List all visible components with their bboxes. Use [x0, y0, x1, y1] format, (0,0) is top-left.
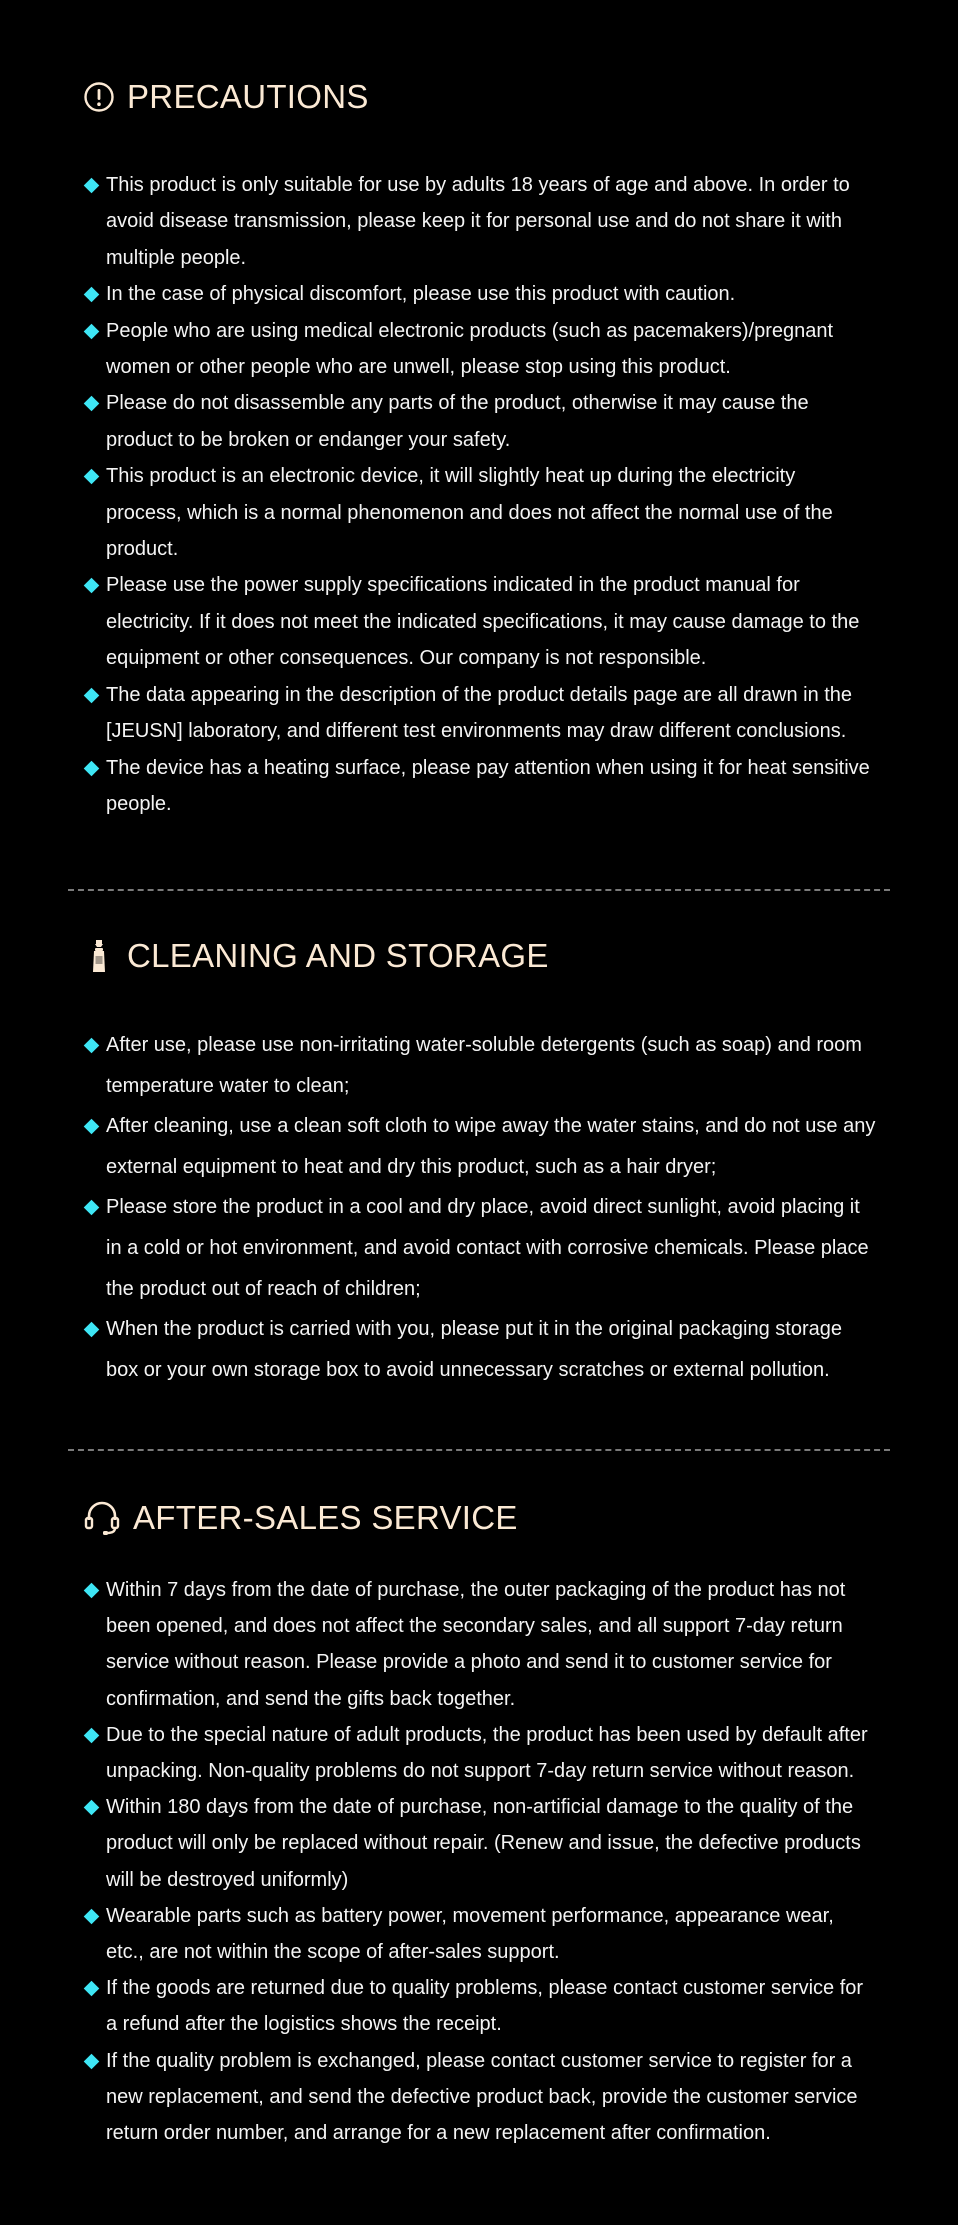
diamond-bullet-icon [84, 687, 100, 703]
list-item: Within 180 days from the date of purchase, non-artificial damage to the quality of the product will only be replaced without repair. (Renew and issue, the defective products will be destroyed uniformly) [82, 1789, 876, 1898]
diamond-bullet-icon [84, 1728, 100, 1744]
diamond-bullet-icon [84, 1038, 100, 1054]
diamond-bullet-icon [84, 287, 100, 303]
precautions-heading [83, 78, 369, 116]
list-item: The device has a heating surface, please pay attention when using it for heat sensitive people. [82, 750, 876, 823]
diamond-bullet-icon [84, 1119, 100, 1135]
after-sales-heading [83, 1499, 518, 1537]
diamond-bullet-icon [84, 1981, 100, 1997]
list-item: People who are using medical electronic products (such as pacemakers)/pregnant women or other people who are unwell, please stop using this product. [82, 313, 876, 386]
diamond-bullet-icon [84, 1200, 100, 1216]
exclamation-circle-icon [83, 81, 115, 113]
cleaning-title: CLEANING AND STORAGE [127, 937, 549, 974]
list-item: Please use the power supply specifications indicated in the product manual for electricity. If it does not meet the indicated specifications, it may cause damage to the equipment or other consequences. Our company is not responsible. [82, 567, 876, 676]
cleaning-heading [83, 937, 549, 975]
headset-icon [83, 1500, 121, 1536]
diamond-bullet-icon [84, 578, 100, 594]
list-item: This product is an electronic device, it will slightly heat up during the electricity process, which is a normal phenomenon and does not affect the normal use of the product. [82, 458, 876, 567]
section-divider [68, 1449, 890, 1451]
after-sales-title: AFTER-SALES SERVICE [133, 1499, 518, 1536]
cleaning-list [82, 1025, 876, 1390]
list-item: This product is only suitable for use by adults 18 years of age and above. In order to avoid disease transmission, please keep it for personal use and do not share it with multiple people. [82, 167, 876, 276]
list-item: Wearable parts such as battery power, movement performance, appearance wear, etc., are not within the scope of after-sales support. [82, 1898, 876, 1970]
precautions-title: PRECAUTIONS [127, 78, 369, 115]
precautions-list [82, 167, 876, 822]
diamond-bullet-icon [84, 178, 100, 194]
list-item: Please store the product in a cool and dry place, avoid direct sunlight, avoid placing it in a cold or hot environment, and avoid contact with corrosive chemicals. Please place the product out of reach of children; [82, 1187, 876, 1309]
diamond-bullet-icon [84, 1909, 100, 1925]
list-item: When the product is carried with you, please put it in the original packaging storage box or your own storage box to avoid unnecessary scratches or external pollution. [82, 1309, 876, 1390]
section-divider [68, 889, 890, 891]
diamond-bullet-icon [84, 2053, 100, 2069]
list-item: After use, please use non-irritating water-soluble detergents (such as soap) and room temperature water to clean; [82, 1025, 876, 1106]
list-item: The data appearing in the description of the product details page are all drawn in the [JEUSN] laboratory, and different test environments may draw different conclusions. [82, 677, 876, 750]
list-item: If the goods are returned due to quality problems, please contact customer service for a refund after the logistics shows the receipt. [82, 1970, 876, 2042]
after-sales-list [82, 1572, 876, 2151]
list-item: In the case of physical discomfort, please use this product with caution. [82, 276, 876, 312]
list-item: Due to the special nature of adult products, the product has been used by default after unpacking. Non-quality problems do not support 7-day return service without reason. [82, 1717, 876, 1789]
diamond-bullet-icon [84, 760, 100, 776]
diamond-bullet-icon [84, 396, 100, 412]
diamond-bullet-icon [84, 1322, 100, 1338]
list-item: Please do not disassemble any parts of the product, otherwise it may cause the product to be broken or endanger your safety. [82, 385, 876, 458]
diamond-bullet-icon [84, 323, 100, 339]
diamond-bullet-icon [84, 1800, 100, 1816]
diamond-bullet-icon [84, 1583, 100, 1599]
diamond-bullet-icon [84, 469, 100, 485]
list-item: If the quality problem is exchanged, please contact customer service to register for a new replacement, and send the defective product back, provide the customer service return order number, and arrange for a new replacement after confirmation. [82, 2043, 876, 2152]
bottle-icon [83, 938, 115, 974]
list-item: After cleaning, use a clean soft cloth to wipe away the water stains, and do not use any external equipment to heat and dry this product, such as a hair dryer; [82, 1106, 876, 1187]
list-item: Within 7 days from the date of purchase, the outer packaging of the product has not been opened, and does not affect the secondary sales, and all support 7-day return service without reason. Please provide a photo and send it to customer service for confirmation, and send the gifts back together. [82, 1572, 876, 1717]
